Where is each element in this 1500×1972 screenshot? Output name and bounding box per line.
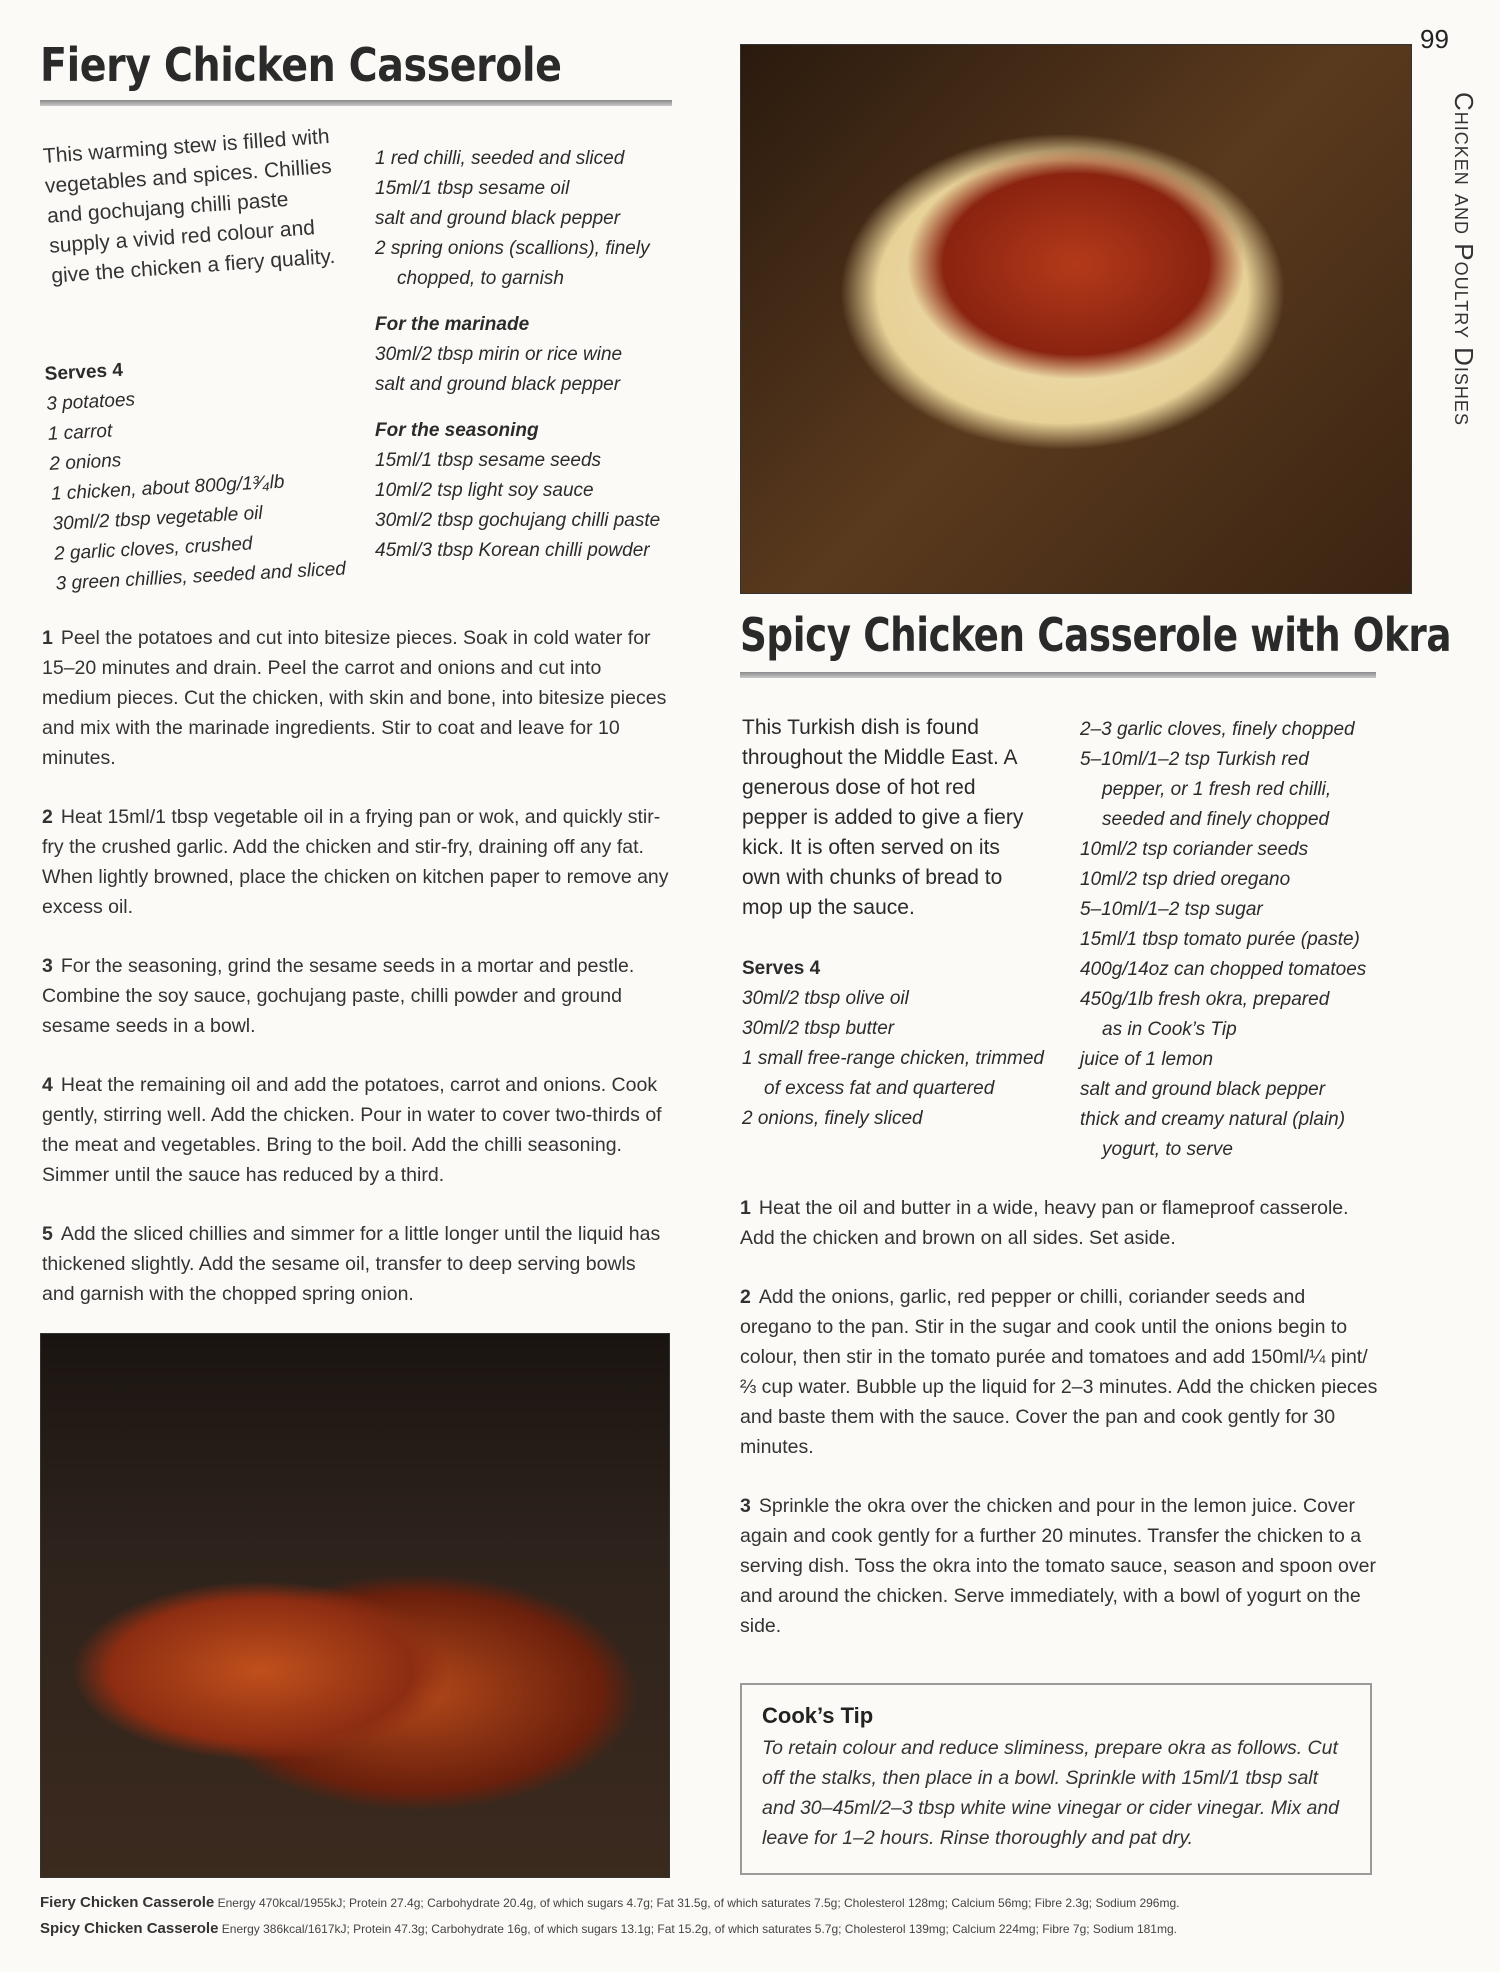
nutrition-row — [40, 1890, 1460, 1916]
recipe-intro-spicy: This Turkish dish is found throughout the Middle East. A generous dose of hot red pepper is added to give a fiery kick. It is often served on its own with chunks of bread to mop up the sauce. — [742, 716, 1024, 919]
ingredient: 1 red chilli, seeded and sliced — [375, 148, 625, 169]
ingredient: 10ml/2 tsp coriander seeds — [1080, 839, 1309, 860]
ingredient: 2–3 garlic cloves, finely chopped — [1080, 719, 1355, 740]
method-step — [42, 802, 672, 922]
ingredient: of excess fat and quartered — [764, 1078, 995, 1099]
serves-label: Serves 4 — [44, 359, 124, 385]
ingredient: as in Cook’s Tip — [1102, 1019, 1237, 1040]
title-rule — [740, 672, 1376, 678]
ingredient: 400g/14oz can chopped tomatoes — [1080, 959, 1367, 980]
nutrition-row — [40, 1916, 1460, 1942]
ingredient: 2 spring onions (scallions), finely — [375, 238, 650, 259]
ingredient: 3 green chillies, seeded and sliced — [55, 558, 347, 595]
ingredient: thick and creamy natural (plain) — [1080, 1109, 1346, 1130]
step-text: Heat the oil and butter in a wide, heavy pan or flameproof casserole. Add the chicken and brown on all sides. Set aside. — [740, 1197, 1349, 1249]
chapter-title-text: Chicken and Poultry Dishes — [1449, 92, 1479, 426]
ingredient: 10ml/2 tsp dried oregano — [1080, 869, 1291, 890]
method-fiery — [42, 623, 672, 1338]
marinade-heading: For the marinade — [375, 314, 530, 335]
serves-label: Serves 4 — [742, 958, 821, 979]
ingredient: yogurt, to serve — [1102, 1139, 1233, 1160]
step-number: 5 — [42, 1223, 53, 1245]
chapter-title — [1448, 92, 1488, 512]
ingredient: 10ml/2 tsp light soy sauce — [375, 480, 594, 501]
photo-fiery-casserole — [40, 1333, 670, 1878]
method-step — [42, 951, 672, 1041]
ingredient: 5–10ml/1–2 tsp Turkish red — [1080, 749, 1309, 770]
ingredient: 3 potatoes — [45, 389, 136, 415]
ingredient: 2 garlic cloves, crushed — [53, 533, 254, 565]
step-number: 1 — [740, 1197, 751, 1219]
step-text: Sprinkle the okra over the chicken and pour in the lemon juice. Cover again and cook gently for a further 20 minutes. Transfer the chicken to a serving dish. Toss the okra into the tomato sauce, season and spoon over and around the chicken. Serve immediately, with a bowl of yogurt on the side. — [740, 1495, 1376, 1637]
ingredient: salt and ground black pepper — [375, 374, 621, 395]
ingredient: seeded and finely chopped — [1102, 809, 1330, 830]
recipe-title-fiery: Fiery Chicken Casserole — [40, 38, 562, 92]
ingredient: juice of 1 lemon — [1080, 1049, 1214, 1070]
step-text: Peel the potatoes and cut into bitesize pieces. Soak in cold water for 15–20 minutes and drain. Peel the carrot and onions and cut into medium pieces. Cut the chicken, with skin and bone, into bitesize pieces and mix with the marinade ingredients. Stir to coat and leave for 10 minutes. — [42, 627, 667, 769]
cooks-tip-title: Cook’s Tip — [762, 1703, 874, 1728]
nutrition-values: Energy 470kcal/1955kJ; Protein 27.4g; Carbohydrate 20.4g, of which sugars 4.7g; Fat 31.5g, of which saturates 7.5g; Cholesterol 128mg; Calcium 56mg; Fibre 2.3g; Sodium 296mg. — [217, 1896, 1180, 1910]
method-step — [42, 623, 672, 773]
ingredient: 2 onions — [48, 450, 122, 475]
nutrition-recipe-name: Fiery Chicken Casserole — [40, 1894, 215, 1911]
step-text: Heat the remaining oil and add the potatoes, carrot and onions. Cook gently, stirring well. Add the chicken. Pour in water to cover two-thirds of the meat and vegetables. Bring to the boil. Add the chilli seasoning. Simmer until the sauce has reduced by a third. — [42, 1074, 662, 1186]
ingredient: chopped, to garnish — [397, 268, 564, 289]
ingredient: 30ml/2 tbsp vegetable oil — [52, 502, 264, 535]
ingredient: salt and ground black pepper — [1080, 1079, 1326, 1100]
ingredient: 45ml/3 tbsp Korean chilli powder — [375, 540, 650, 561]
method-step — [42, 1070, 672, 1190]
recipe-intro-fiery: This warming stew is filled with vegetables and spices. Chillies and gochujang chilli paste supply a vivid red colour and give the chicken a fiery quality. — [42, 124, 336, 288]
ingredient: 450g/1lb fresh okra, prepared — [1080, 989, 1330, 1010]
ingredient: 30ml/2 tbsp olive oil — [742, 988, 909, 1009]
step-number: 3 — [42, 955, 53, 977]
nutrition-recipe-name: Spicy Chicken Casserole — [40, 1920, 219, 1937]
method-step — [740, 1282, 1380, 1462]
ingredient: 1 carrot — [47, 420, 113, 445]
step-number: 3 — [740, 1495, 751, 1517]
ingredients-fiery-a — [44, 345, 347, 600]
step-text: For the seasoning, grind the sesame seeds in a mortar and pestle. Combine the soy sauce, gochujang paste, chilli powder and ground sesame seeds in a bowl. — [42, 955, 635, 1037]
ingredients-spicy-a — [742, 954, 1044, 1134]
step-text: Add the onions, garlic, red pepper or chilli, coriander seeds and oregano to the pan. Stir in the sugar and cook until the onions begin to colour, then stir in the tomato purée and tomatoes and add 150ml/¼ pint/⅔ cup water. Bubble up the liquid for 2–3 minutes. Add the chicken pieces and baste them with the sauce. Cover the pan and cook gently for 30 minutes. — [740, 1286, 1378, 1458]
step-number: 2 — [740, 1286, 751, 1308]
title-rule — [40, 100, 672, 106]
method-step — [740, 1491, 1380, 1641]
photo-okra-casserole — [740, 44, 1412, 594]
step-text: Add the sliced chillies and simmer for a little longer until the liquid has thickened slightly. Add the sesame oil, transfer to deep serving bowls and garnish with the chopped spring onion. — [42, 1223, 661, 1305]
nutrition-info — [40, 1890, 1460, 1942]
ingredient: 2 onions, finely sliced — [742, 1108, 923, 1129]
step-number: 1 — [42, 627, 53, 649]
ingredient: 5–10ml/1–2 tsp sugar — [1080, 899, 1263, 920]
ingredient: 30ml/2 tbsp gochujang chilli paste — [375, 510, 661, 531]
nutrition-values: Energy 386kcal/1617kJ; Protein 47.3g; Carbohydrate 16g, of which sugars 13.1g; Fat 15.2g, of which saturates 5.7g; Cholesterol 139mg; Calcium 224mg; Fibre 7g; Sodium 181mg. — [221, 1922, 1177, 1936]
ingredient: 30ml/2 tbsp mirin or rice wine — [375, 344, 623, 365]
ingredient: pepper, or 1 fresh red chilli, — [1102, 779, 1332, 800]
ingredient: 15ml/1 tbsp tomato purée (paste) — [1080, 929, 1360, 950]
method-step — [42, 1219, 672, 1309]
ingredient: 1 chicken, about 800g/1³⁄₄lb — [50, 471, 285, 505]
cooks-tip-text: To retain colour and reduce sliminess, prepare okra as follows. Cut off the stalks, then place in a bowl. Sprinkle with 15ml/1 tbsp salt and 30–45ml/2–3 tbsp white wine vinegar or cider vinegar. Mix and leave for 1–2 hours. Rinse thoroughly and pat dry. — [762, 1737, 1340, 1849]
step-number: 2 — [42, 806, 53, 828]
ingredients-spicy-b — [1080, 715, 1366, 1165]
cooks-tip-box — [740, 1683, 1372, 1875]
step-text: Heat 15ml/1 tbsp vegetable oil in a frying pan or wok, and quickly stir-fry the crushed garlic. Add the chicken and stir-fry, draining off any fat. When lightly browned, place the chicken on kitchen paper to remove any excess oil. — [42, 806, 669, 918]
step-number: 4 — [42, 1074, 53, 1096]
method-step — [740, 1193, 1380, 1253]
ingredient: 15ml/1 tbsp sesame seeds — [375, 450, 602, 471]
ingredient: 30ml/2 tbsp butter — [742, 1018, 895, 1039]
ingredients-fiery-b — [375, 144, 660, 566]
seasoning-heading: For the seasoning — [375, 420, 539, 441]
recipe-title-spicy: Spicy Chicken Casserole with Okra — [740, 608, 1452, 662]
ingredient: 1 small free-range chicken, trimmed — [742, 1048, 1044, 1069]
ingredient: 15ml/1 tbsp sesame oil — [375, 178, 570, 199]
method-spicy — [740, 1193, 1380, 1670]
ingredient: salt and ground black pepper — [375, 208, 621, 229]
page-number: 99 — [1420, 24, 1449, 54]
